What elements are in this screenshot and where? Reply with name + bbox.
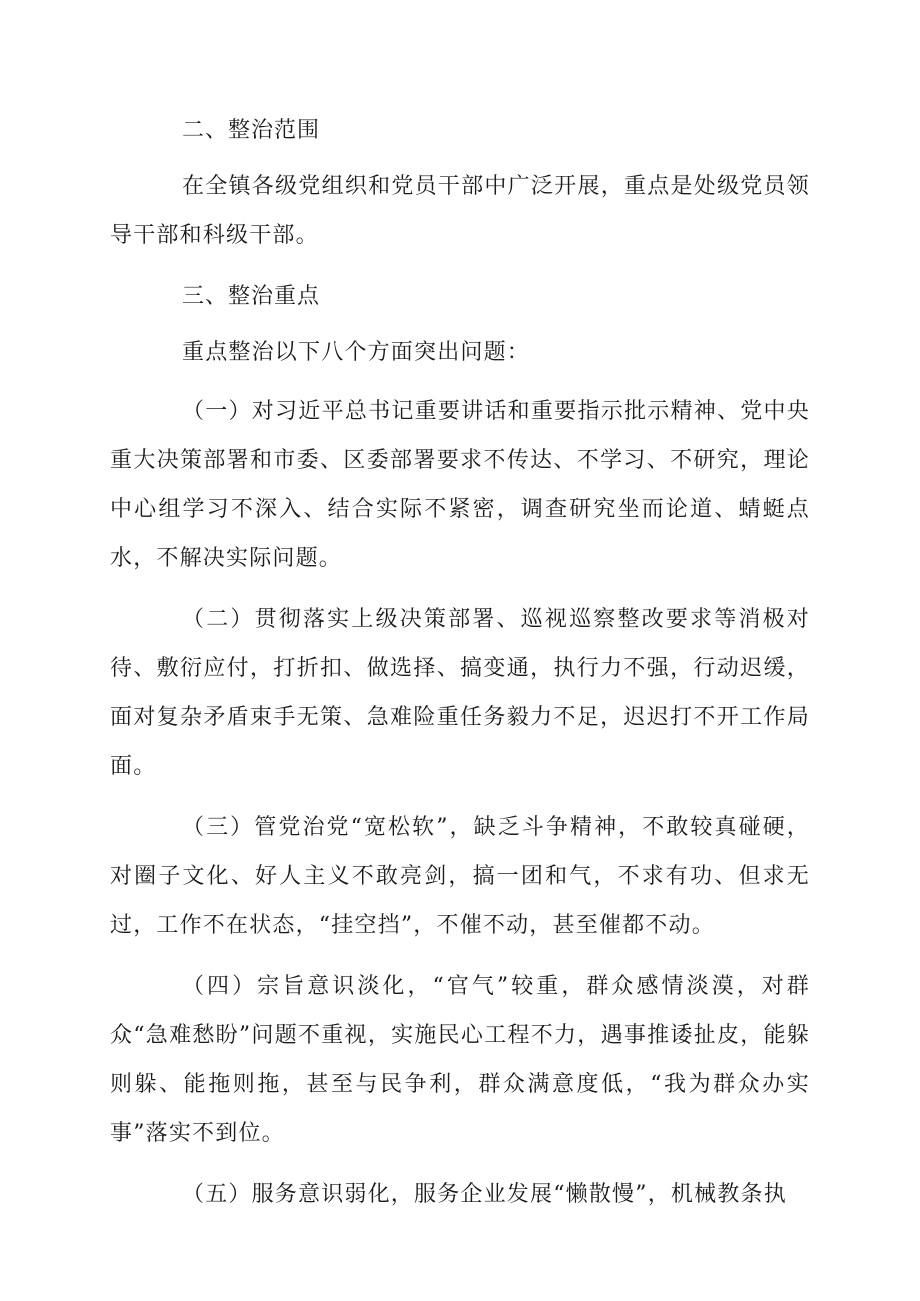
focus-item-5: （五）服务意识弱化，服务企业发展“懒散慢”，机械教条执 xyxy=(182,1182,787,1207)
focus-item-1: （一）对习近平总书记重要讲话和重要指示批示精神、党中央重大决策部署和市委、区委部署要求不传达、不学习、不研究，理论中心组学习不深入、结合实际不紧密，调查研究坐而论道、蜻蜓点水，不解决实际问题。 xyxy=(110,399,810,571)
document-body xyxy=(110,106,810,1231)
section-heading-focus: 三、整治重点 xyxy=(182,284,321,309)
focus-item-4: （四）宗旨意识淡化，“官气”较重，群众感情淡漠，对群众“急难愁盼”问题不重视，实施民心工程不力，遇事推诿扯皮，能躲则躲、能拖则拖，甚至与民争利，群众满意度低，“我为群众办实事”落实不到位。 xyxy=(110,974,810,1146)
section-heading-scope: 二、整治范围 xyxy=(182,118,321,143)
section-body-scope: 在全镇各级党组织和党员干部中广泛开展，重点是处级党员领导干部和科级干部。 xyxy=(110,174,810,248)
focus-item-3: （三）管党治党“宽松软”，缺乏斗争精神，不敢较真碰硬，对圈子文化、好人主义不敢亮剑，搞一团和气，不求有功、但求无过，工作不在状态，“挂空挡”，不催不动，甚至催都不动。 xyxy=(110,815,810,938)
section-intro-focus: 重点整治以下八个方面突出问题： xyxy=(182,340,531,365)
focus-item-2: （二）贯彻落实上级决策部署、巡视巡察整改要求等消极对待、敷衍应付，打折扣、做选择、搞变通，执行力不强，行动迟缓，面对复杂矛盾束手无策、急难险重任务毅力不足，迟迟打不开工作局面。 xyxy=(110,607,810,779)
